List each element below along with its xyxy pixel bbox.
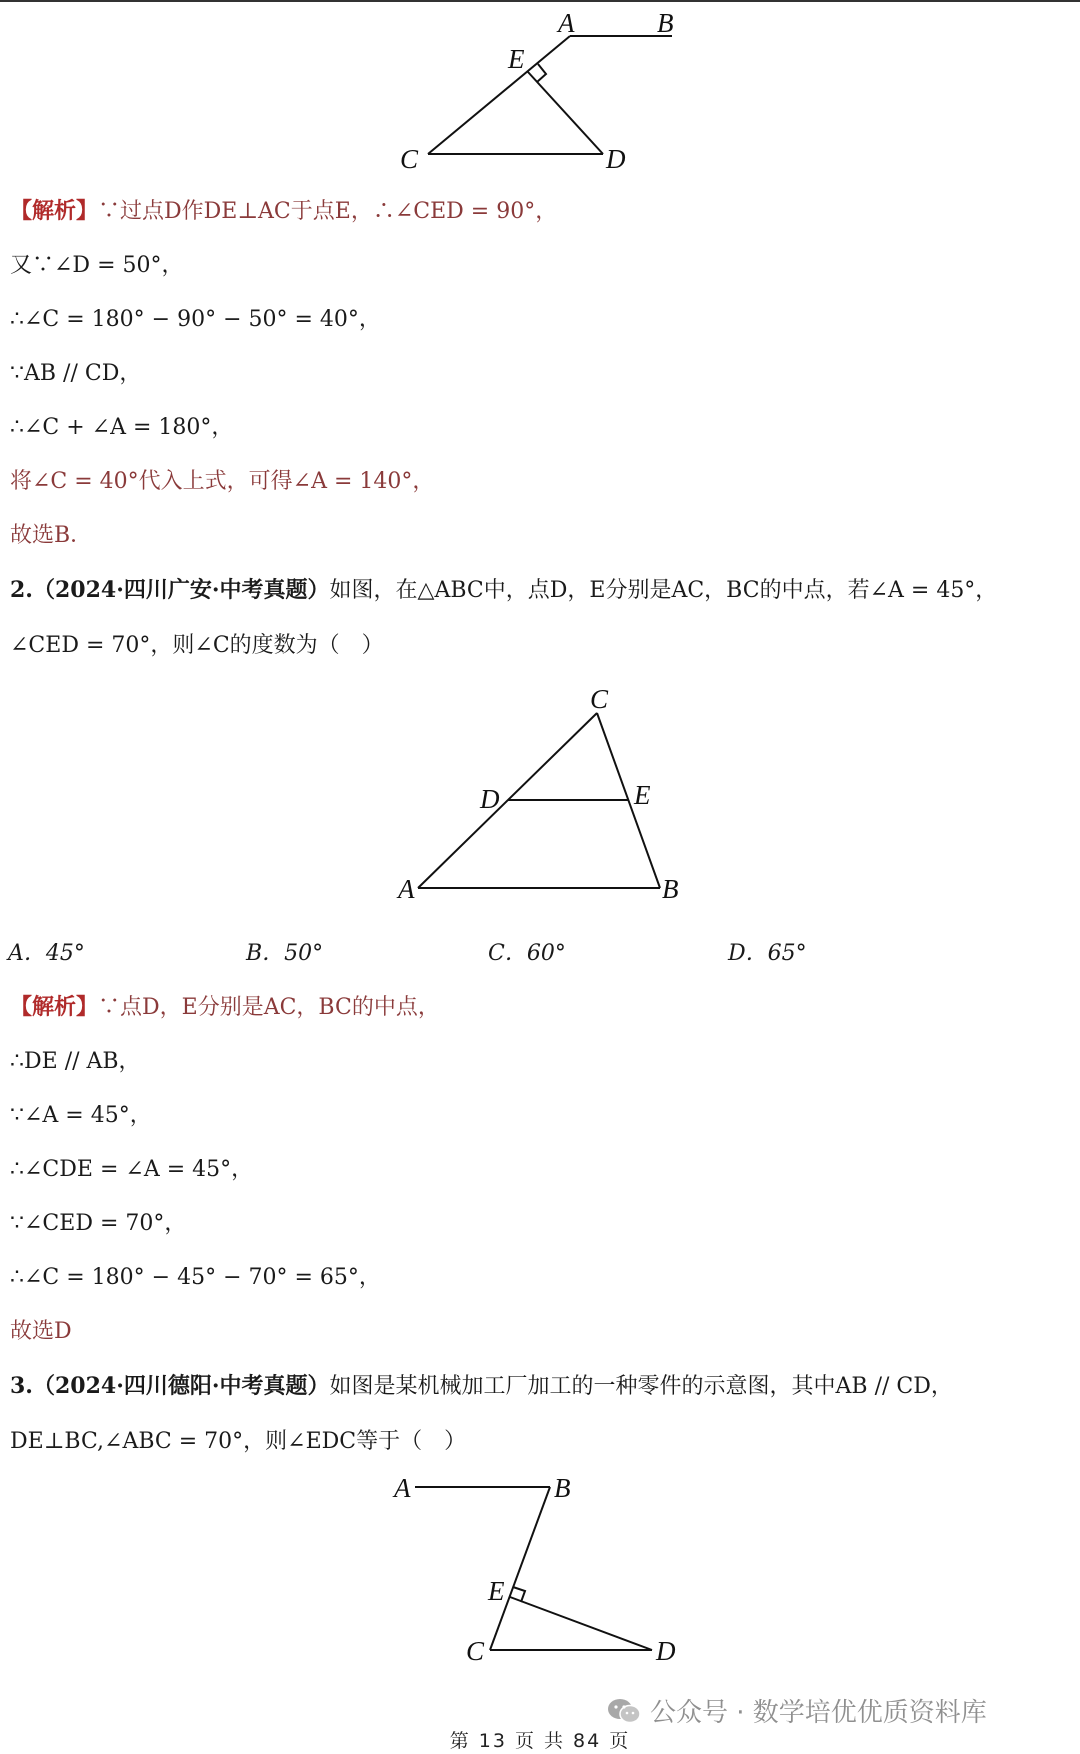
figure-1-diagram <box>380 0 700 175</box>
fig3-label-b: B <box>554 1473 571 1503</box>
fig3-label-d: D <box>656 1636 676 1666</box>
solution2-line1: 【解析】∵点D，E分别是AC，BC的中点， <box>10 994 440 1020</box>
question2-prefix: 2.（2024·四川广安·中考真题） <box>10 577 330 603</box>
fig1-right-angle-mark <box>537 64 546 82</box>
fig3-label-c: C <box>466 1636 485 1666</box>
question2-line1: 2.（2024·四川广安·中考真题）如图，在△ABC中，点D，E分别是AC，BC的中点，若∠A = 45°， <box>10 577 998 603</box>
option-b: B．50° <box>246 941 324 966</box>
fig3-label-e: E <box>488 1576 505 1606</box>
solution1-line4: ∵AB // CD， <box>10 361 142 386</box>
option-c: C．60° <box>488 941 566 966</box>
fig1-label-a: A <box>558 8 575 38</box>
question3-prefix: 3.（2024·四川德阳·中考真题） <box>10 1373 330 1399</box>
option-a: A．45° <box>8 941 85 966</box>
solution1-line7: 故选B． <box>10 523 93 548</box>
fig2-label-c: C <box>590 684 609 714</box>
solution2-line7: 故选D <box>10 1319 72 1344</box>
wechat-icon <box>606 1697 642 1725</box>
solution1-line6: 将∠C = 40°代入上式，可得∠A = 140°， <box>10 469 435 494</box>
solution1-line5: ∴∠C + ∠A = 180°， <box>10 415 234 440</box>
fig1-segment-de <box>528 72 603 154</box>
fig1-label-c: C <box>400 144 419 174</box>
solution2-line3: ∵∠A = 45°， <box>10 1103 152 1128</box>
watermark <box>606 1692 987 1729</box>
fig2-label-a: A <box>398 874 415 904</box>
question3-line1: 3.（2024·四川德阳·中考真题）如图是某机械加工厂加工的一种零件的示意图，其中AB // CD， <box>10 1373 953 1399</box>
solution1-line2: 又∵∠D = 50°， <box>10 253 184 278</box>
question2-line2: ∠CED = 70°，则∠C的度数为（ ） <box>10 633 384 658</box>
fig3-segment-bc <box>490 1487 550 1650</box>
fig2-label-d: D <box>480 784 500 814</box>
fig1-label-e: E <box>508 44 525 74</box>
fig1-label-b: B <box>657 8 674 38</box>
fig3-label-a: A <box>394 1473 411 1503</box>
solution1-line1: 【解析】∵过点D作DE⊥AC于点E，∴∠CED = 90°， <box>10 198 558 224</box>
solution1-line3: ∴∠C = 180° − 90° − 50° = 40°， <box>10 307 381 332</box>
page-footer: 第 13 页 共 84 页 <box>449 1730 631 1752</box>
question3-line2: DE⊥BC,∠ABC = 70°，则∠EDC等于（ ） <box>10 1429 467 1454</box>
solution2-tag: 【解析】 <box>10 994 99 1020</box>
fig3-segment-de <box>510 1597 652 1650</box>
solution2-line6: ∴∠C = 180° − 45° − 70° = 65°， <box>10 1265 381 1290</box>
fig2-label-e: E <box>634 780 651 810</box>
fig2-label-b: B <box>662 874 679 904</box>
fig1-label-d: D <box>606 144 626 174</box>
solution2-line5: ∵∠CED = 70°， <box>10 1211 187 1236</box>
watermark-text: 公众号 · 数学培优优质资料库 <box>650 1698 987 1728</box>
solution2-line2: ∴DE // AB， <box>10 1049 141 1074</box>
solution1-tag: 【解析】 <box>10 198 99 224</box>
figure-3-diagram <box>390 1470 690 1670</box>
figure-2-diagram <box>390 680 690 910</box>
option-d: D．65° <box>728 941 807 966</box>
solution2-line4: ∴∠CDE = ∠A = 45°， <box>10 1157 254 1182</box>
